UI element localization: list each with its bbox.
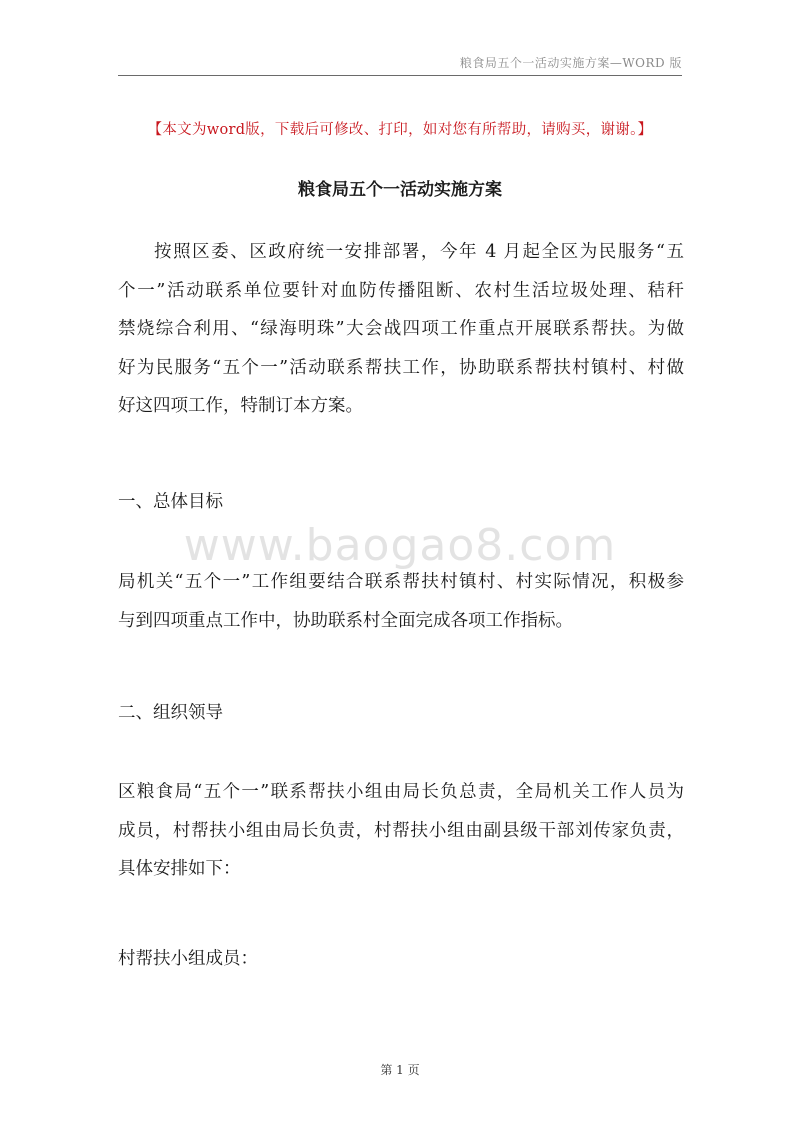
running-header: 粮食局五个一活动实施方案—WORD 版 xyxy=(459,56,682,70)
organization-paragraph xyxy=(118,773,684,889)
members-label: 村帮扶小组成员： xyxy=(118,949,258,969)
intro-paragraph xyxy=(118,233,684,426)
paragraph-line: 成员，村帮扶小组由局长负责，村帮扶小组由副县级干部刘传家负责， xyxy=(118,820,684,841)
watermark: www.baogao8.com xyxy=(183,520,617,571)
paragraph-line: 区粮食局“五个一”联系帮扶小组由局长负总责，全局机关工作人员为 xyxy=(118,782,684,802)
section-heading-organization: 二、组织领导 xyxy=(118,703,223,723)
paragraph-line: 禁烧综合利用、“绿海明珠”大会战四项工作重点开展联系帮扶。为做 xyxy=(118,319,684,339)
paragraph-line: 好为民服务“五个一”活动联系帮扶工作，协助联系帮扶村镇村、村做 xyxy=(118,357,684,378)
section-heading-goals: 一、总体目标 xyxy=(118,492,223,512)
paragraph-line: 局机关“五个一”工作组要结合联系帮扶村镇村、村实际情况，积极参 xyxy=(118,572,684,592)
paragraph-line: 按照区委、区政府统一安排部署，今年 4 月起全区为民服务“五 xyxy=(154,242,684,262)
paragraph-line: 具体安排如下： xyxy=(118,859,241,879)
paragraph-line: 与到四项重点工作中，协助联系村全面完成各项工作指标。 xyxy=(118,610,573,631)
purchase-notice: 【本文为word版，下载后可修改、打印，如对您有所帮助，请购买，谢谢。】 xyxy=(147,122,653,138)
paragraph-line: 个一”活动联系单位要针对血防传播阻断、农村生活垃圾处理、秸秆 xyxy=(118,280,684,301)
document-title: 粮食局五个一活动实施方案 xyxy=(298,180,502,200)
page-number: 第 1 页 xyxy=(380,1063,420,1077)
header-rule xyxy=(118,75,682,76)
paragraph-line: 好这四项工作，特制订本方案。 xyxy=(118,396,363,416)
goals-paragraph xyxy=(118,563,684,640)
